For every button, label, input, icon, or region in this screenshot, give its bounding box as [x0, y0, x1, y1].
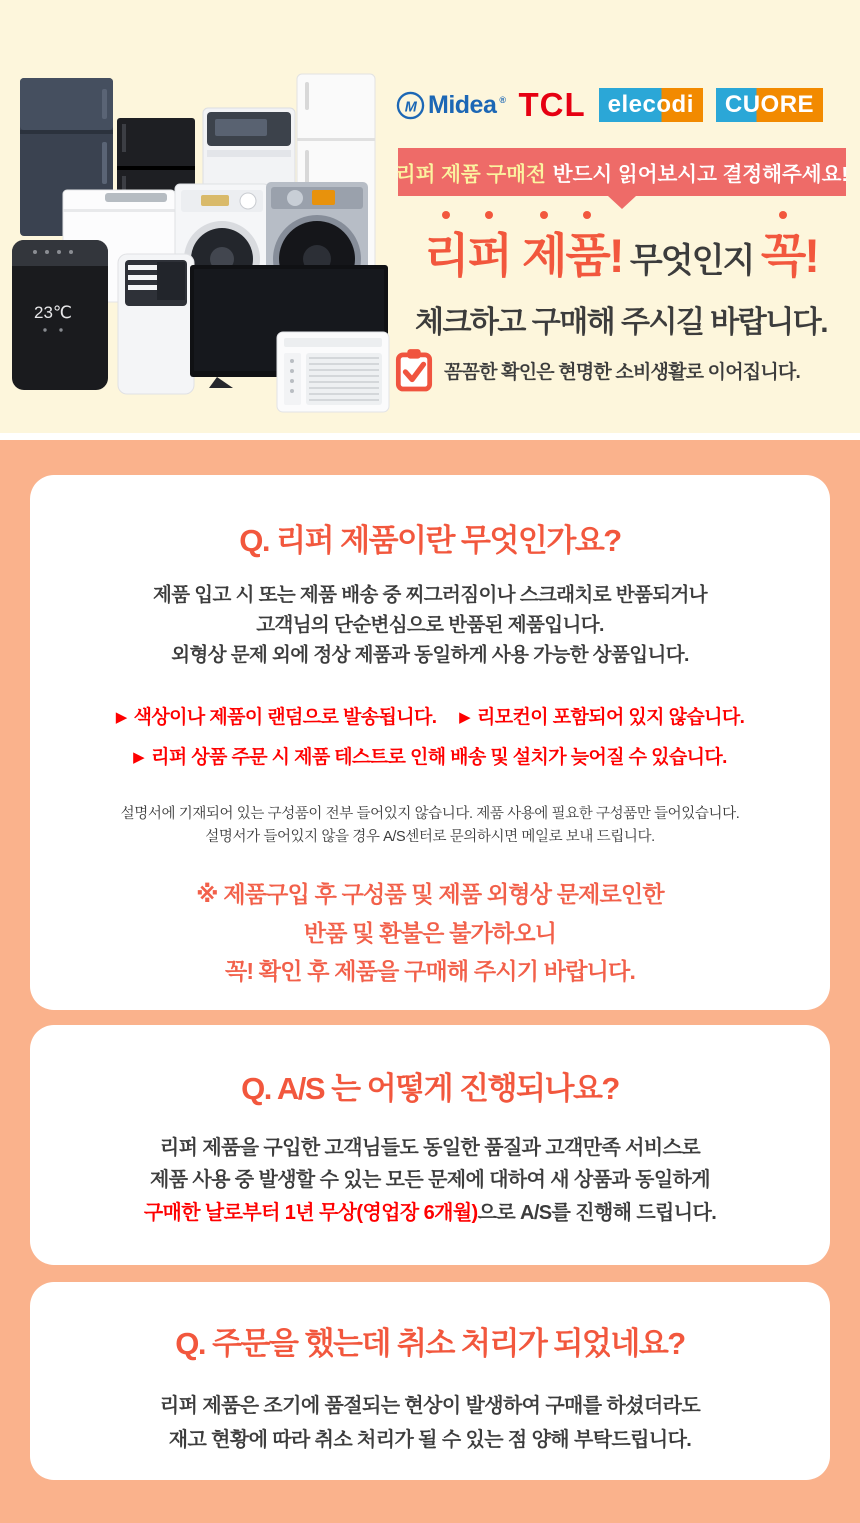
notice-line2: 반품 및 환불은 불가하오니 — [303, 919, 557, 946]
ac-temperature-display: 23℃ — [33, 303, 73, 322]
warranty-highlight: 구매한 날로부터 1년 무상(영업장 6개월) — [143, 1201, 478, 1224]
warning-text-2: 리모컨이 포함되어 있지 않습니다. — [477, 706, 745, 728]
midea-wordmark: Midea — [428, 90, 497, 119]
warning-line-1 — [30, 702, 830, 729]
notice-line1: ※ 제품구입 후 구성품 및 제품 외형상 문제로인한 — [196, 881, 664, 908]
fine-print-line2: 설명서가 들어있지 않을 경우 A/S센터로 문의하시면 메일로 보내 드립니다. — [205, 828, 655, 845]
card-what-is-refurb — [30, 475, 830, 1010]
card3-title: Q. 주문을 했는데 취소 처리가 되었네요? — [175, 1326, 685, 1361]
headline-line2: 체크하고 구매해 주시길 바랍니다. — [414, 306, 828, 339]
card-as-process — [30, 1025, 830, 1265]
warning-text-3: 리퍼 상품 주문 시 제품 테스트로 인해 배송 및 설치가 늦어질 수 있습니다. — [151, 746, 727, 768]
card1-notice — [30, 875, 830, 991]
registered-mark: ® — [499, 95, 506, 105]
hero-note — [395, 348, 851, 393]
card2-line2: 제품 사용 중 발생할 수 있는 모든 문제에 대하여 새 상품과 동일하게 — [150, 1169, 710, 1192]
midea-circle-icon — [396, 91, 425, 120]
hero-section — [0, 0, 860, 433]
card2-title: Q. A/S 는 어떻게 진행되나요? — [241, 1071, 619, 1106]
fine-print-line1: 설명서에 기재되어 있는 구성품이 전부 들어있지 않습니다. 제품 사용에 필요한 구성품만 들어있습니다. — [120, 805, 740, 822]
triangle-bullet-icon: ▶ — [133, 748, 145, 766]
purchase-notice-banner — [395, 148, 849, 196]
card1-paragraph-line1: 제품 입고 시 또는 제품 배송 중 찌그러짐이나 스크래치로 반품되거나 — [153, 584, 707, 606]
card1-paragraph-line3: 외형상 문제 외에 정상 제품과 동일하게 사용 가능한 상품입니다. — [171, 644, 689, 667]
card2-paragraph — [30, 1132, 830, 1229]
banner-rest: 반드시 읽어보시고 결정해주세요! — [552, 163, 849, 186]
section-divider — [0, 433, 860, 440]
warning-line-2 — [30, 742, 830, 769]
triangle-bullet-icon: ▶ — [459, 708, 471, 726]
tcl-logo: TCL — [518, 86, 586, 123]
card3-line1: 리퍼 제품은 조기에 품절되는 현상이 발생하여 구매를 하셨더라도 — [159, 1395, 701, 1417]
notice-line3: 꼭! 확인 후 제품을 구매해 주시기 바랍니다. — [224, 958, 636, 985]
warranty-rest: 으로 A/S를 진행해 드립니다. — [477, 1201, 717, 1224]
portable-ac-black-illustration — [12, 240, 108, 390]
elecodi-logo: elecodi — [599, 88, 703, 122]
card1-paragraph — [30, 580, 830, 671]
banner-highlight: 리퍼 제품 구매전 — [395, 163, 546, 186]
midea-logo — [396, 91, 506, 120]
clipboard-check-icon — [395, 348, 433, 393]
card-order-cancel — [30, 1282, 830, 1480]
qa-section — [0, 440, 860, 1523]
warning-text-1: 색상이나 제품이 랜덤으로 발송됩니다. — [133, 706, 437, 728]
hero-note-text: 꼼꼼한 확인은 현명한 소비생활로 이어집니다. — [444, 362, 800, 383]
cuore-logo: CUORE — [716, 88, 823, 122]
triangle-bullet-icon: ▶ — [115, 708, 127, 726]
brand-logo-row — [396, 85, 848, 125]
headline-line1: 리퍼 제품! 무엇인지 꼭! — [393, 219, 849, 286]
card3-line2: 재고 현황에 따라 취소 처리가 될 수 있는 점 양해 부탁드립니다. — [168, 1429, 692, 1451]
svg-text:M: M — [404, 98, 417, 115]
card1-title: Q. 리퍼 제품이란 무엇인가요? — [239, 523, 621, 558]
appliance-collage — [5, 62, 400, 424]
card2-line3 — [30, 1197, 830, 1229]
portable-ac-white-illustration — [118, 254, 194, 394]
card1-fine-print — [30, 803, 830, 849]
card2-line1: 리퍼 제품을 구입한 고객님들도 동일한 품질과 고객만족 서비스로 — [159, 1137, 701, 1159]
card3-paragraph — [30, 1389, 830, 1457]
card1-paragraph-line2: 고객님의 단순변심으로 반품된 제품입니다. — [256, 614, 604, 637]
window-ac-illustration — [277, 332, 389, 412]
